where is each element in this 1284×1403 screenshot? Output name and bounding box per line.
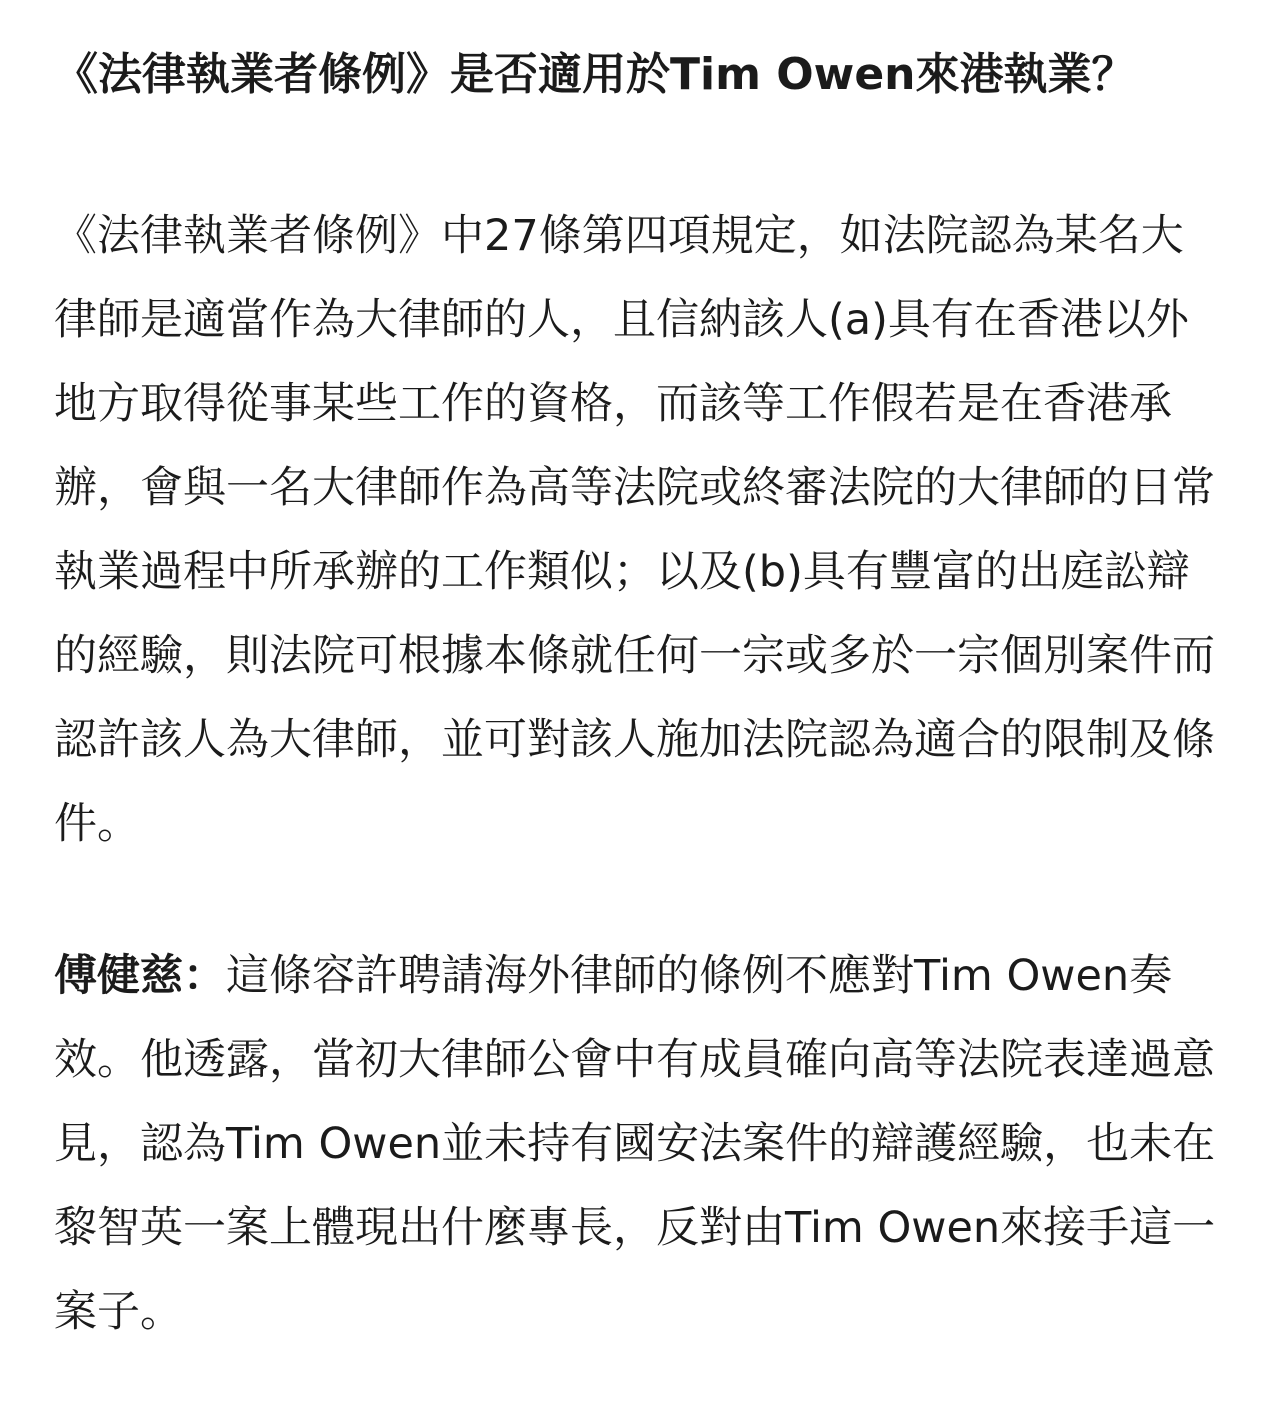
article-paragraph-quote xyxy=(54,934,1226,1354)
quote-text: 這條容許聘請海外律師的條例不應對Tim Owen奏效。他透露，當初大律師公會中有成員確向高等法院表達過意見，認為Tim Owen並未持有國安法案件的辯護經驗，也未在黎智英一案上體現出什麼專長，反對由Tim Owen來接手這一案子。 xyxy=(54,951,1216,1337)
article-paragraph-ordinance: 《法律執業者條例》中27條第四項規定，如法院認為某名大律師是適當作為大律師的人，且信納該人(a)具有在香港以外地方取得從事某些工作的資格，而該等工作假若是在香港承辦，會與一名大律師作為高等法院或終審法院的大律師的日常執業過程中所承辦的工作類似；以及(b)具有豐富的出庭訟辯的經驗，則法院可根據本條就任何一宗或多於一宗個別案件而認許該人為大律師，並可對該人施加法院認為適合的限制及條件。 xyxy=(54,211,1215,849)
article-title: 《法律執業者條例》是否適用於Tim Owen來港執業？ xyxy=(54,49,1136,100)
speaker-name: 傅健慈： xyxy=(54,951,226,1001)
